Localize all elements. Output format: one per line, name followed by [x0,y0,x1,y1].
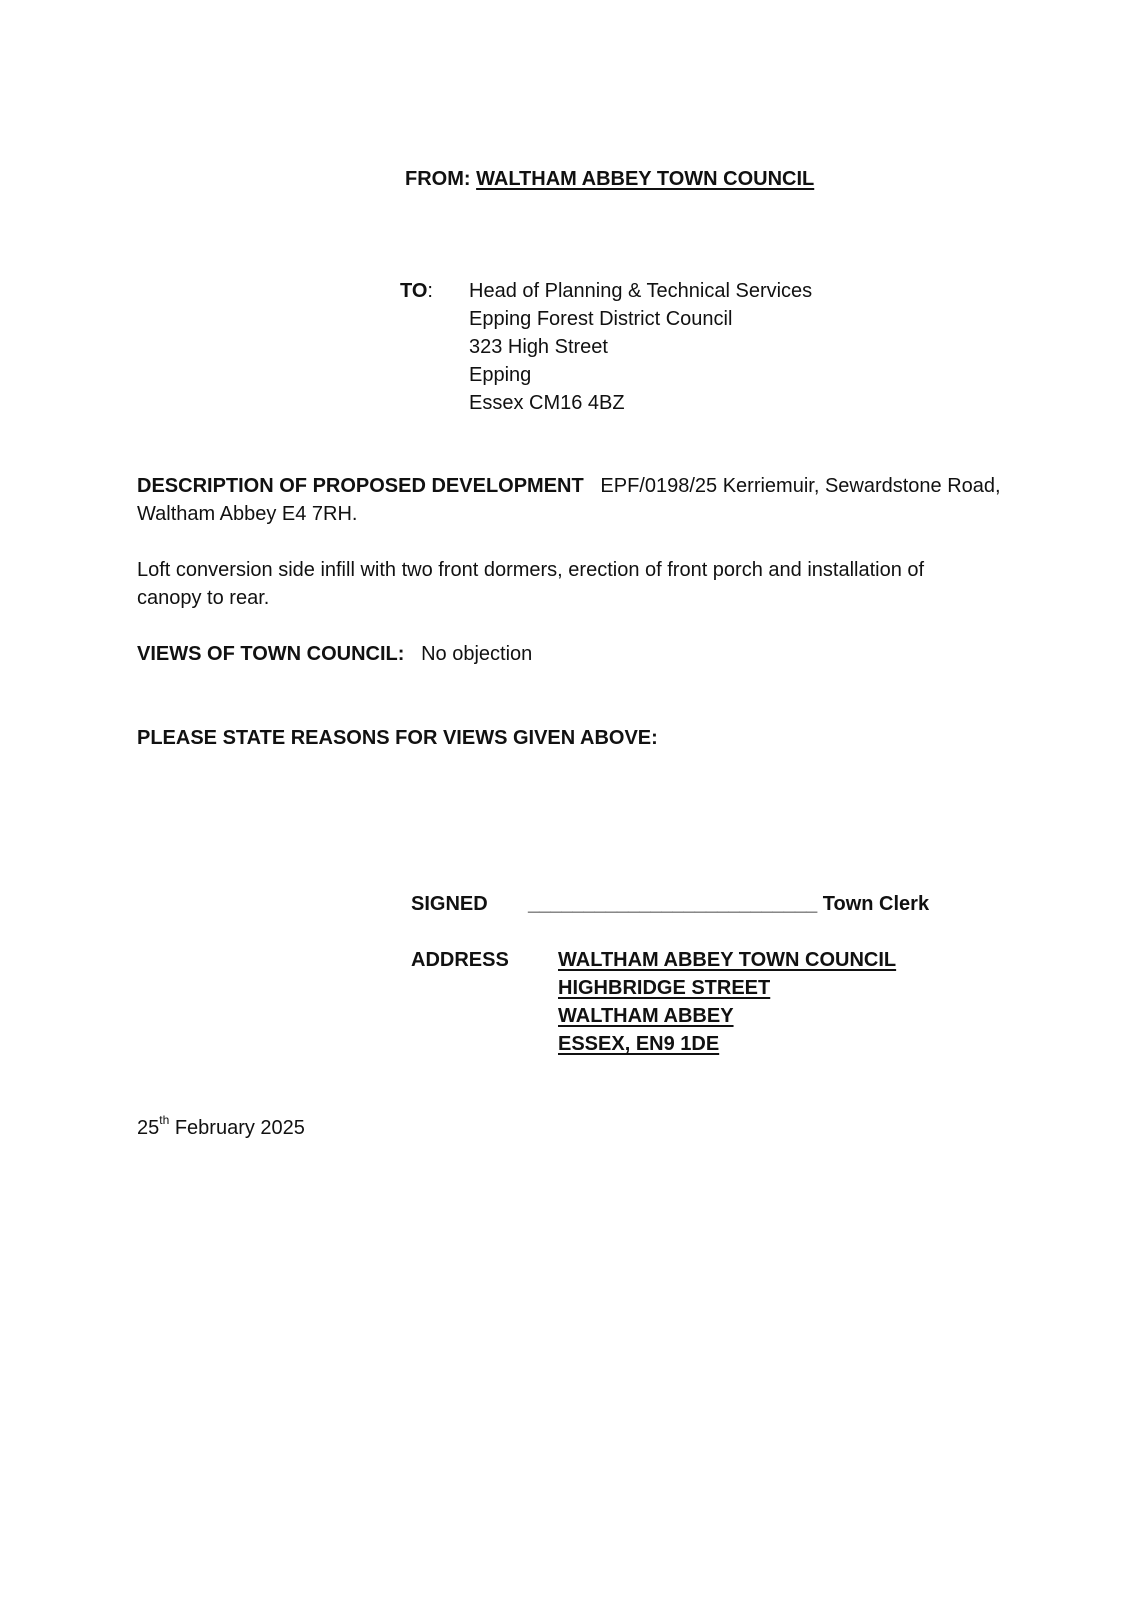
date-rest: February 2025 [169,1117,305,1139]
description-line-2: Waltham Abbey E4 7RH. [137,503,358,525]
council-address [558,946,896,1058]
date-suffix: th [159,1113,170,1128]
council-address-line: WALTHAM ABBEY TOWN COUNCIL [558,949,897,971]
reasons-label: PLEASE STATE REASONS FOR VIEWS GIVEN ABOVE: [137,727,658,749]
recipient-address [469,277,812,417]
recipient-line: 323 High Street [469,336,608,358]
development-detail-line-1: Loft conversion side infill with two front dormers, erection of front porch and installation of [137,559,925,581]
from-label: FROM: [405,168,471,190]
document-date [137,1114,305,1142]
from-organization: WALTHAM ABBEY TOWN COUNCIL [476,168,815,190]
views-value: No objection [421,643,533,665]
application-reference: EPF/0198/25 Kerriemuir, Sewardstone Road, [600,475,1001,497]
views-label: VIEWS OF TOWN COUNCIL: [137,643,405,665]
signed-label: SIGNED [411,893,488,915]
development-detail-line-2: canopy to rear. [137,587,270,609]
signature-blank: __________________________ [528,893,818,915]
recipient-line: Epping [469,364,532,386]
council-address-line: HIGHBRIDGE STREET [558,977,771,999]
signature-line [528,890,929,918]
recipient-line: Epping Forest District Council [469,308,733,330]
address-label: ADDRESS [411,949,509,971]
description-line-1 [137,472,1001,500]
description-label: DESCRIPTION OF PROPOSED DEVELOPMENT [137,475,584,497]
council-address-line: ESSEX, EN9 1DE [558,1033,720,1055]
recipient-line: Essex CM16 4BZ [469,392,625,414]
council-address-line: WALTHAM ABBEY [558,1005,734,1027]
recipient-line: Head of Planning & Technical Services [469,280,813,302]
to-label: TO: [400,280,433,302]
signatory-title: Town Clerk [822,893,930,915]
from-line [405,165,814,193]
date-day: 25 [137,1117,160,1139]
views-line [137,640,532,668]
